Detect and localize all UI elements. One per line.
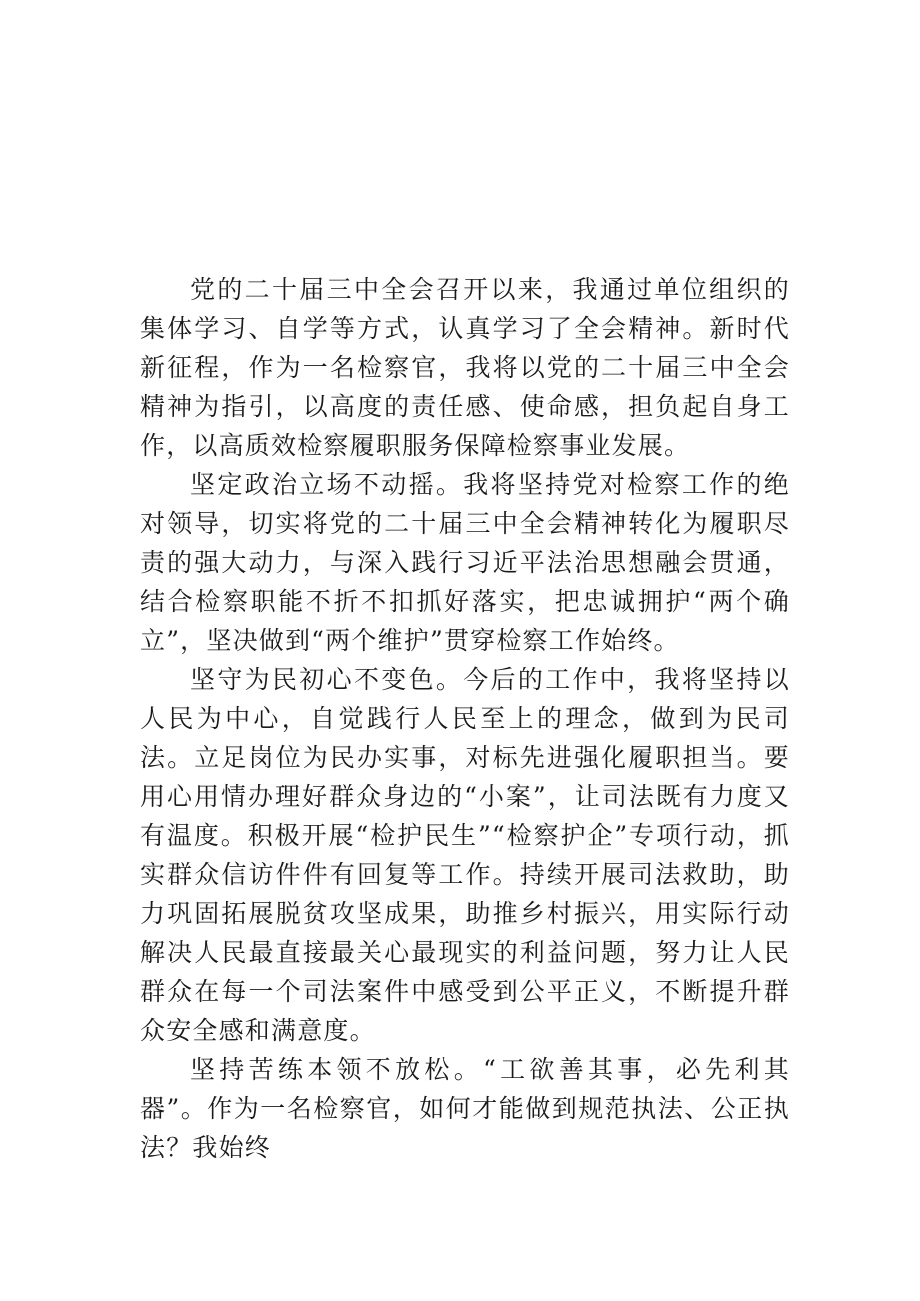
document-body: [140, 270, 790, 1167]
paragraph-skills: 坚持苦练本领不放松。“工欲善其事，必先利其器”。作为一名检察官，如何才能做到规范执法、公正执法？我始终: [140, 1055, 790, 1162]
paragraph-intro: 党的二十届三中全会召开以来，我通过单位组织的集体学习、自学等方式，认真学习了全会精神。新时代新征程，作为一名检察官，我将以党的二十届三中全会精神为指引，以高度的责任感、使命感，担负起自身工作，以高质效检察履职服务保障检察事业发展。: [140, 275, 790, 460]
paragraph-serve-people: 坚守为民初心不变色。今后的工作中，我将坚持以人民为中心，自觉践行人民至上的理念，做到为民司法。立足岗位为民办实事，对标先进强化履职担当。要用心用情办理好群众身边的“小案”，让司法既有力度又有温度。积极开展“检护民生”“检察护企”专项行动，抓实群众信访件件有回复等工作。持续开展司法救助，助力巩固拓展脱贫攻坚成果，助推乡村振兴，用实际行动解决人民最直接最关心最现实的利益问题，努力让人民群众在每一个司法案件中感受到公平正义，不断提升群众安全感和满意度。: [140, 665, 790, 1045]
paragraph-political-stance: 坚定政治立场不动摇。我将坚持党对检察工作的绝对领导，切实将党的二十届三中全会精神转化为履职尽责的强大动力，与深入践行习近平法治思想融会贯通，结合检察职能不折不扣抓好落实，把忠诚拥护“两个确立”，坚决做到“两个维护”贯穿检察工作始终。: [140, 470, 790, 655]
